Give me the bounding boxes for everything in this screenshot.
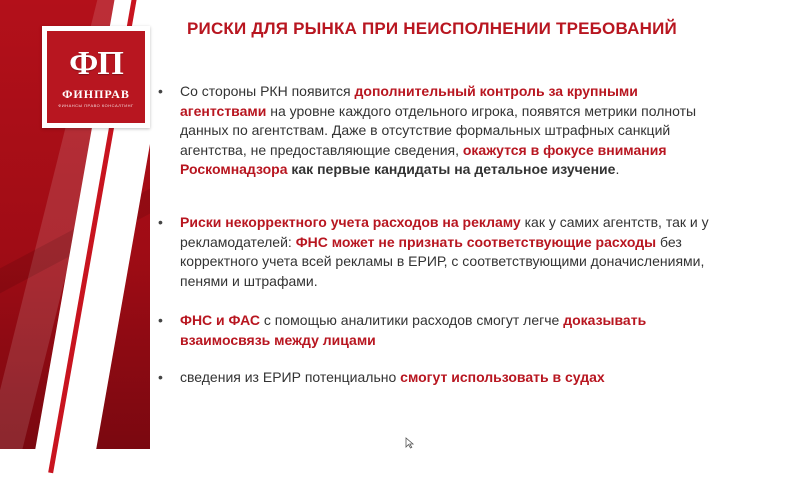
logo-mark: ФП [69,44,123,82]
text-segment: сведения из ЕРИР потенциально [180,369,401,385]
highlighted-text: дополнительный контроль за крупными агентствами [180,83,638,119]
bullet-text [180,82,720,180]
bullet-text [180,368,720,388]
highlighted-text: ФНС и ФАС [180,312,261,328]
highlighted-text: ФНС может не признать соответствующие расходы [295,233,657,250]
logo-badge [47,31,145,123]
highlighted-text: окажутся в фокусе внимания Роскомнадзора [180,141,667,177]
slide-title: РИСКИ ДЛЯ РЫНКА ПРИ НЕИСПОЛНЕНИИ ТРЕБОВАНИЙ [187,19,677,38]
text-segment: на уровне каждого отдельного игрока, появятся метрики полноты данных по агентствам. Даже в отсутствие формальных штрафных санкций агентства, не предоставляющие сведения, [180,102,697,158]
finprav-logo [42,26,150,128]
bullet-text [180,213,720,291]
highlighted-text: смогут использовать в судах [400,369,605,385]
text-segment: как у самих агентств, так и у рекламодателей: [180,214,709,250]
text-segment: Со стороны РКН появится [180,83,355,99]
highlighted-text: Риски некорректного учета расходов на рекламу [180,214,521,230]
logo-tagline: ФИНАНСЫ ПРАВО КОНСАЛТИНГ [58,102,134,108]
bullet-dot: • [158,83,163,99]
bullet-dot: • [158,214,163,230]
text-segment: с помощью аналитики расходов смогут легче [260,312,564,328]
highlighted-text: доказывать взаимосвязь между лицами [180,312,647,348]
bullet-text [180,311,720,350]
bullet-dot: • [158,312,163,328]
bullet-dot: • [158,369,163,385]
logo-name: ФИНПРАВ [62,86,130,101]
mouse-cursor-icon [405,437,415,449]
text-segment: без корректного учета всей рекламы в ЕРИР, с соответствующими доначислениями, пенями и штрафами. [180,233,705,289]
highlighted-text: как первые кандидаты на детальное изучение [291,161,616,177]
text-segment: . [615,161,620,177]
